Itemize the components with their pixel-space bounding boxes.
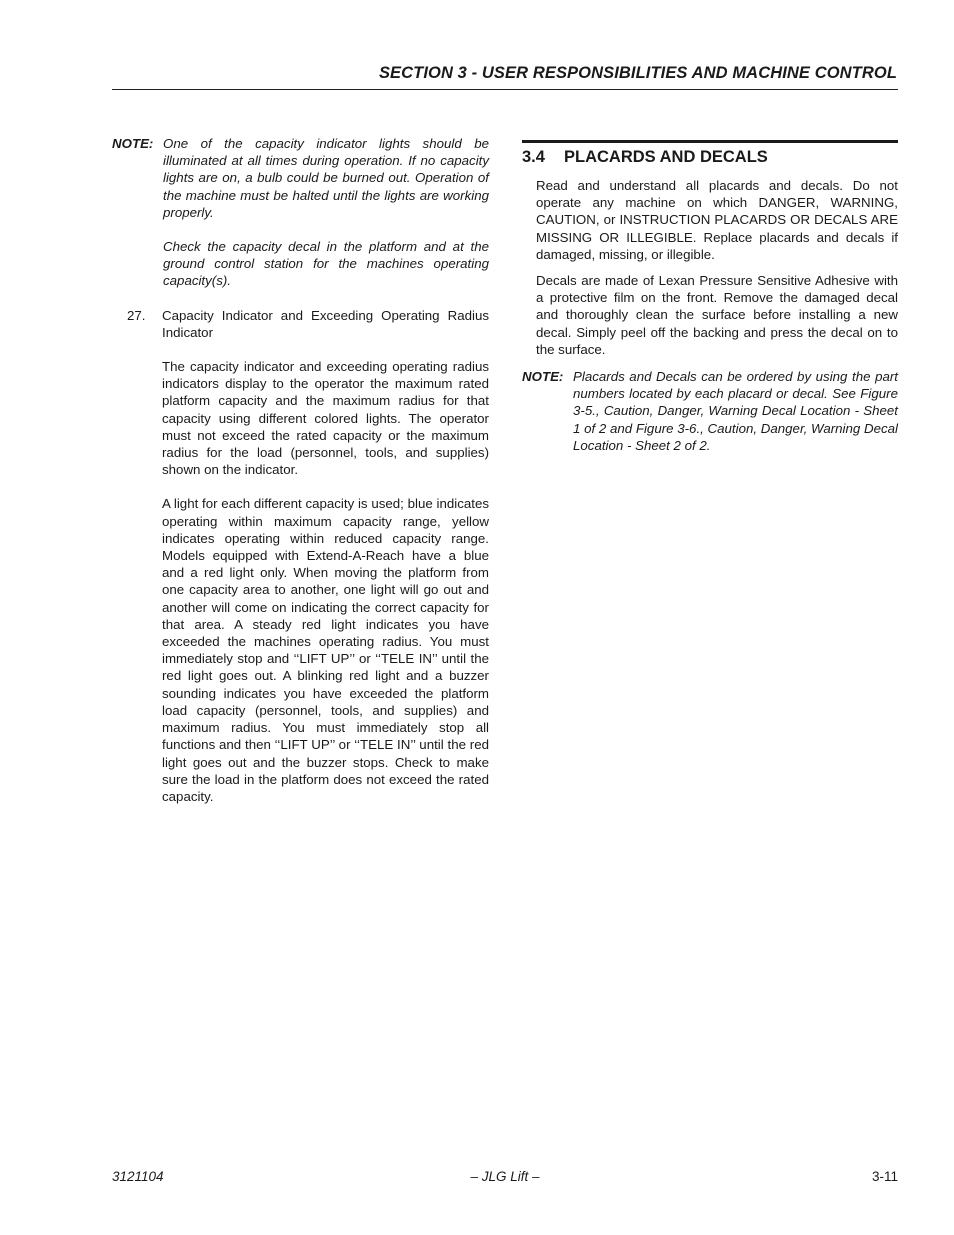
footer-doc-number: 3121104 — [112, 1169, 164, 1184]
body-paragraph: Decals are made of Lexan Pressure Sensitive Adhesive with a protective film on the front. Remove the damaged decal and thoroughly clean the surface before installing a new decal. Simply peel off the backing and press the decal on to the surface. — [536, 273, 898, 357]
body-paragraph: Read and understand all placards and decals. Do not operate any machine on which DANGER, WARNING, CAUTION, or INSTRUCTION PLACARDS OR DECALS ARE MISSING OR ILLEGIBLE. Replace placards and decals if damaged, missing, or illegible. — [536, 178, 898, 262]
note-block-right — [522, 368, 898, 454]
section-rule — [522, 140, 898, 143]
footer-publisher: – JLG Lift – — [470, 1169, 540, 1184]
note-paragraph: Placards and Decals can be ordered by using the part numbers located by each placard or decal. See Figure 3-5., Caution, Danger, Warning Decal Location - Sheet 1 of 2 and Figure 3-6., Caution, Danger, Warning Decal Location - Sheet 2 of 2. — [573, 369, 898, 453]
list-item-title: Capacity Indicator and Exceeding Operating Radius Indicator — [162, 307, 489, 340]
footer-page-number: 3-11 — [871, 1169, 898, 1184]
note-paragraph: One of the capacity indicator lights should be illuminated at all times during operation. If no capacity lights are on, a bulb could be burned out. Operation of the machine must be halted until the lights are working properly. — [163, 136, 489, 220]
note-label: NOTE: — [522, 369, 564, 385]
list-item-paragraph: A light for each different capacity is used; blue indicates operating within maximum capacity range, yellow indicates operating within reduced capacity range. Models equipped with Extend-A-Reach have a blue and a red light only. When moving the platform from one capacity area to another, one light will go out and another will come on indicating the correct capacity for that area. A steady red light indicates you have exceeded the machines operating radius. You must immediately stop and ‘‘LIFT UP’’ or ‘‘TELE IN’’ until the red light goes out. A blinking red light and a buzzer sounding indicates you have exceeded the platform load capacity (personnel, tools, and supplies) and maximum radius. You must immediately stop all functions and then ‘‘LIFT UP’’ or ‘‘TELE IN’’ until the red light goes out and the buzzer stops. Check to make sure the load in the platform does not exceed the rated capacity. — [162, 496, 489, 804]
list-item-body — [162, 307, 489, 822]
header-rule — [112, 89, 898, 90]
note-body — [573, 368, 898, 454]
page-header-title: SECTION 3 - USER RESPONSIBILITIES AND MACHINE CONTROL — [378, 64, 897, 82]
note-label: NOTE: — [112, 136, 154, 151]
list-item-paragraph: The capacity indicator and exceeding operating radius indicators display to the operator the maximum rated platform capacity and the maximum radius for that capacity using different colored lights. The operator must not exceed the rated capacity or the maximum radius for the load (personnel, tools, and supplies) shown on the indicator. — [162, 359, 489, 478]
note-paragraph: Check the capacity decal in the platform and at the ground control station for the machines operating capacity(s). — [163, 239, 489, 289]
note-body — [163, 135, 489, 290]
section-title: PLACARDS AND DECALS — [564, 148, 768, 166]
right-column — [522, 140, 898, 454]
section-heading — [522, 146, 898, 168]
list-item-27 — [112, 307, 489, 822]
page-footer — [112, 1169, 898, 1189]
list-item-number: 27. — [127, 307, 146, 323]
left-column — [112, 135, 489, 822]
note-block — [112, 135, 489, 290]
section-number: 3.4 — [522, 148, 545, 166]
